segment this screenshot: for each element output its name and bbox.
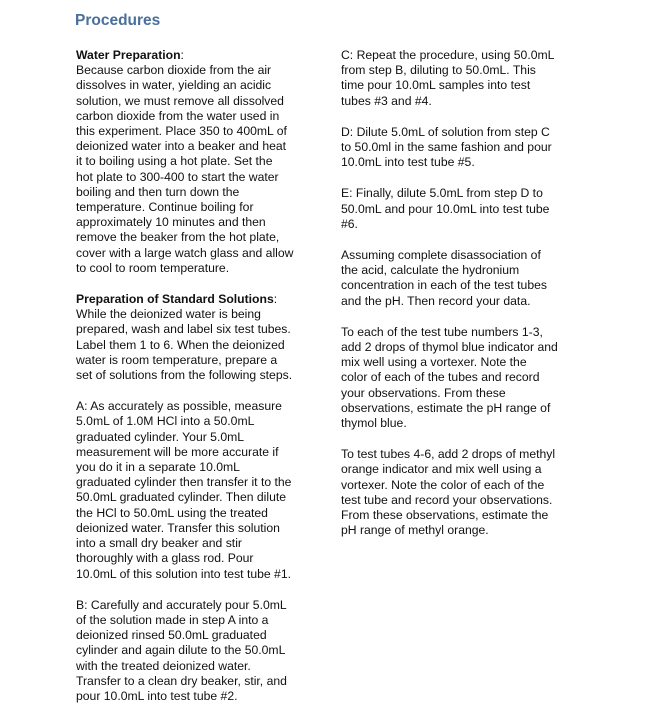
water-preparation-body: Because carbon dioxide from the air dissolves in water, yielding an acidic solution, we must remove all dissolved carbon dioxide from the water used in this experiment. Place 350 to 400mL of deionized water into a beaker and heat it to boiling using a hot plate. Set the hot plate to 300-400 to start the water boiling and then turn down the temperature. Continue boiling for approximately 10 minutes and then remove the beaker from the hot plate, cover with a large watch glass and allow to cool to room temperature. — [76, 63, 294, 275]
water-preparation-section — [76, 48, 308, 276]
step-d-paragraph: D: Dilute 5.0mL of solution from step C to 50.0ml in the same fashion and pour 10.0mL into test tube #5. — [341, 124, 552, 170]
assumption-paragraph: Assuming complete disassociation of the acid, calculate the hydronium concentration in each of the test tubes and the pH. Then record your data. — [341, 248, 547, 308]
standard-solutions-colon: : — [273, 292, 278, 307]
step-e-paragraph: E: Finally, dilute 5.0mL from step D to 50.0mL and pour 10.0mL into test tube #6. — [341, 186, 550, 231]
step-a-paragraph: A: As accurately as possible, measure 5.0mL of 1.0M HCl into a 50.0mL graduated cylinder. Your 5.0mL measurement will be more accurate if you do it in a separate 10.0mL graduated cylinder then transfer it to the 50.0mL graduated cylinder. Then dilute the HCl to 50.0mL using the treated deionized water. Transfer this solution into a small dry beaker and stir thoroughly with a glass rod. Pour 10.0mL of this solution into test tube #1. — [76, 399, 292, 581]
step-b-paragraph: B: Carefully and accurately pour 5.0mL of the solution made in step A into a deionized rinsed 50.0mL graduated cylinder and again dilute to the 50.0mL with the treated deionized water. Transfer to a clean dry beaker, stir, and pour 10.0mL into test tube #2. — [76, 597, 287, 703]
thymol-blue-paragraph: To each of the test tube numbers 1-3, add 2 drops of thymol blue indicator and mix well using a vortexer. Note the color of each of the tubes and record your observations. From these observations, estimate the pH range of thymol blue. — [341, 324, 558, 431]
standard-solutions-section — [76, 292, 308, 383]
water-preparation-heading: Water Preparation — [76, 48, 181, 62]
page-title: Procedures — [75, 12, 161, 29]
right-column — [341, 48, 573, 538]
standard-solutions-heading: Preparation of Standard Solutions — [76, 292, 274, 307]
standard-solutions-body: While the deionized water is being prepared, wash and label six test tubes. Label them 1 to 6. When the deionized water is room temperature, prepare a set of solutions from the following steps. — [76, 307, 293, 383]
left-column — [76, 48, 308, 704]
water-preparation-colon: : — [180, 48, 184, 62]
methyl-orange-paragraph: To test tubes 4-6, add 2 drops of methyl orange indicator and mix well using a vortexer. Note the color of each of the test tube and record your observations. From these observations, estimate the pH range of methyl orange. — [341, 447, 556, 538]
step-c-paragraph: C: Repeat the procedure, using 50.0mL from step B, diluting to 50.0mL. This time pour 10.0mL samples into test tubes #3 and #4. — [341, 48, 555, 108]
